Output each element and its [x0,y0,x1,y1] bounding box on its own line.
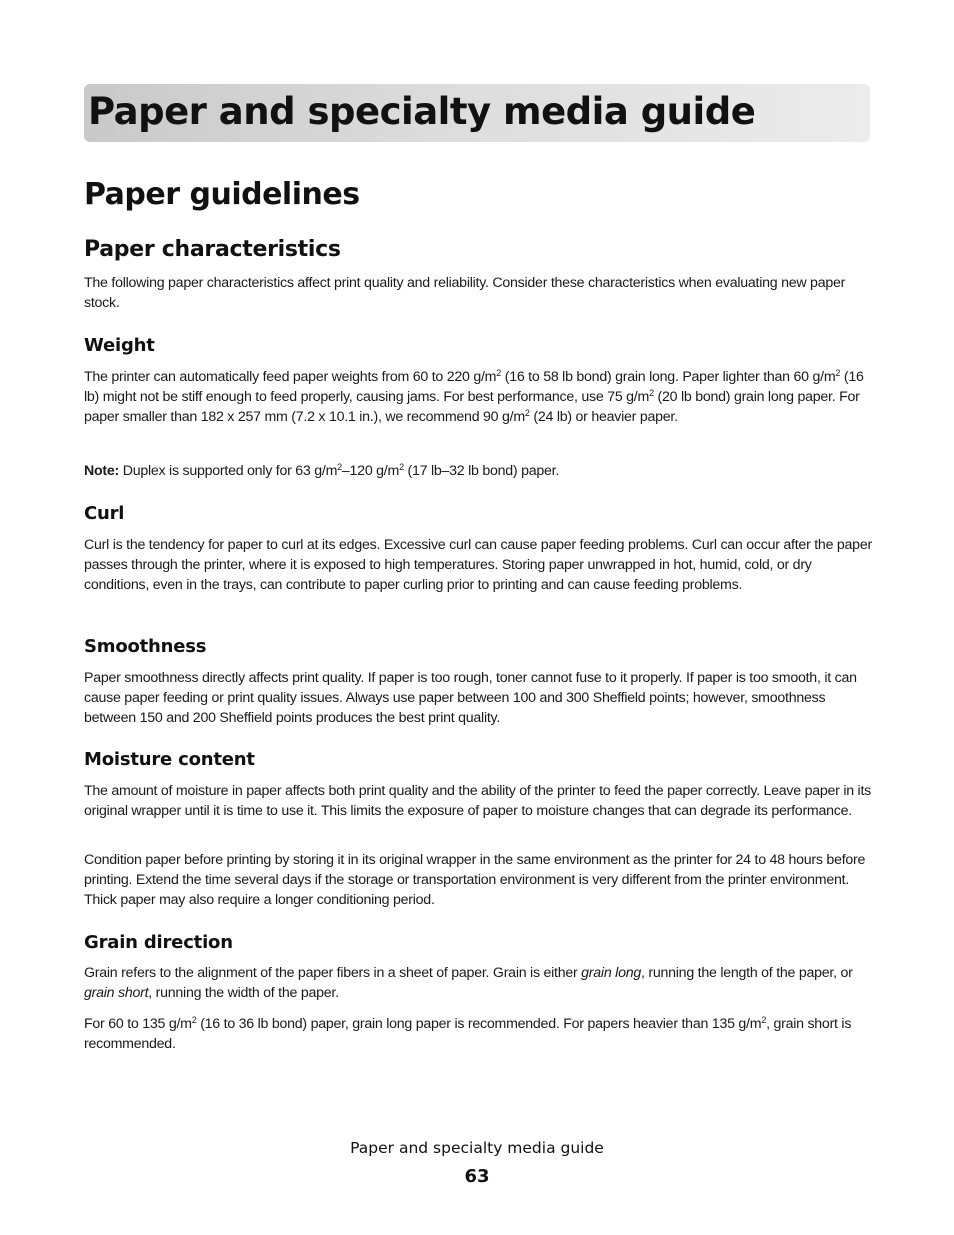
grain-short-term: grain short [84,984,149,1001]
grain-paragraph-2: For 60 to 135 $g/m^2$ (16 to 36 lb bond) paper, grain long paper is recommended. For papers heavier than 135 $g/m^2$, grain short is recommended. [84,1015,852,1052]
smoothness-heading: Smoothness [84,636,207,657]
chapter-title: Paper and specialty media guide [88,90,756,133]
grain-paragraph-1: Grain refers to the alignment of the paper fibers in a sheet of paper. Grain is either grain long, running the length of the paper, or grain short, running the width of the paper. [84,965,853,1001]
curl-paragraph: Curl is the tendency for paper to curl at its edges. Excessive curl can cause paper feeding problems. Curl can occur after the paper passes through the printer, where it is exposed to high temperatures. Storing paper unwrapped in hot, humid, cold, or dry conditions, even in the trays, can contribute to paper curling prior to printing and can cause feeding problems. [84,537,872,593]
moisture-paragraph-2: Condition paper before printing by storing it in its original wrapper in the same environment as the printer for 24 to 48 hours before printing. Extend the time several days if the storage or transportation environment is very different from the printer environment. Thick paper may also require a longer conditioning period. [84,852,866,908]
page-number: 63 [464,1166,490,1187]
moisture-paragraph-1: The amount of moisture in paper affects both print quality and the ability of the printer to feed the paper correctly. Leave paper in its original wrapper until it is time to use it. This limits the exposure of paper to moisture changes that can degrade its performance. [84,783,871,819]
moisture-heading: Moisture content [84,749,255,770]
grain-long-term: grain long [581,965,641,981]
section-title: Paper guidelines [84,177,360,212]
intro-paragraph: The following paper characteristics affect print quality and reliability. Consider these characteristics when evaluating new paper stock. [84,275,846,311]
smoothness-paragraph: Paper smoothness directly affects print quality. If paper is too rough, toner cannot fuse to it properly. If paper is too smooth, it can cause paper feeding or print quality issues. Always use paper between 100 and 300 Sheffield points; however, smoothness between 150 and 200 Sheffield points produces the best print quality. [84,670,857,726]
footer-title: Paper and specialty media guide [350,1139,604,1157]
note-label: Note: [84,463,120,479]
weight-note: Note: Duplex is supported only for 63 $g/m^2-120$ $g/m^2$ (17 lb–32 lb bond) paper. [84,462,560,479]
weight-paragraph: The printer can automatically feed paper weights from 60 to 220 $g/m^2$ (16 to 58 lb bond) grain long. Paper lighter than 60 $g/m^2$ (16 lb) might not be stiff enough to feed properly, causing jams. For best performance, use 75 $g/m^2$ (20 lb bond) grain long paper. For paper smaller than 182 x 257 mm (7.2 x 10.1 in.), we recommend 90 $g/m^2$ (24 lb) or heavier paper. [84,368,864,425]
subsection-title: Paper characteristics [84,237,341,262]
weight-heading: Weight [84,335,155,356]
grain-heading: Grain direction [84,932,233,953]
curl-heading: Curl [84,503,125,524]
